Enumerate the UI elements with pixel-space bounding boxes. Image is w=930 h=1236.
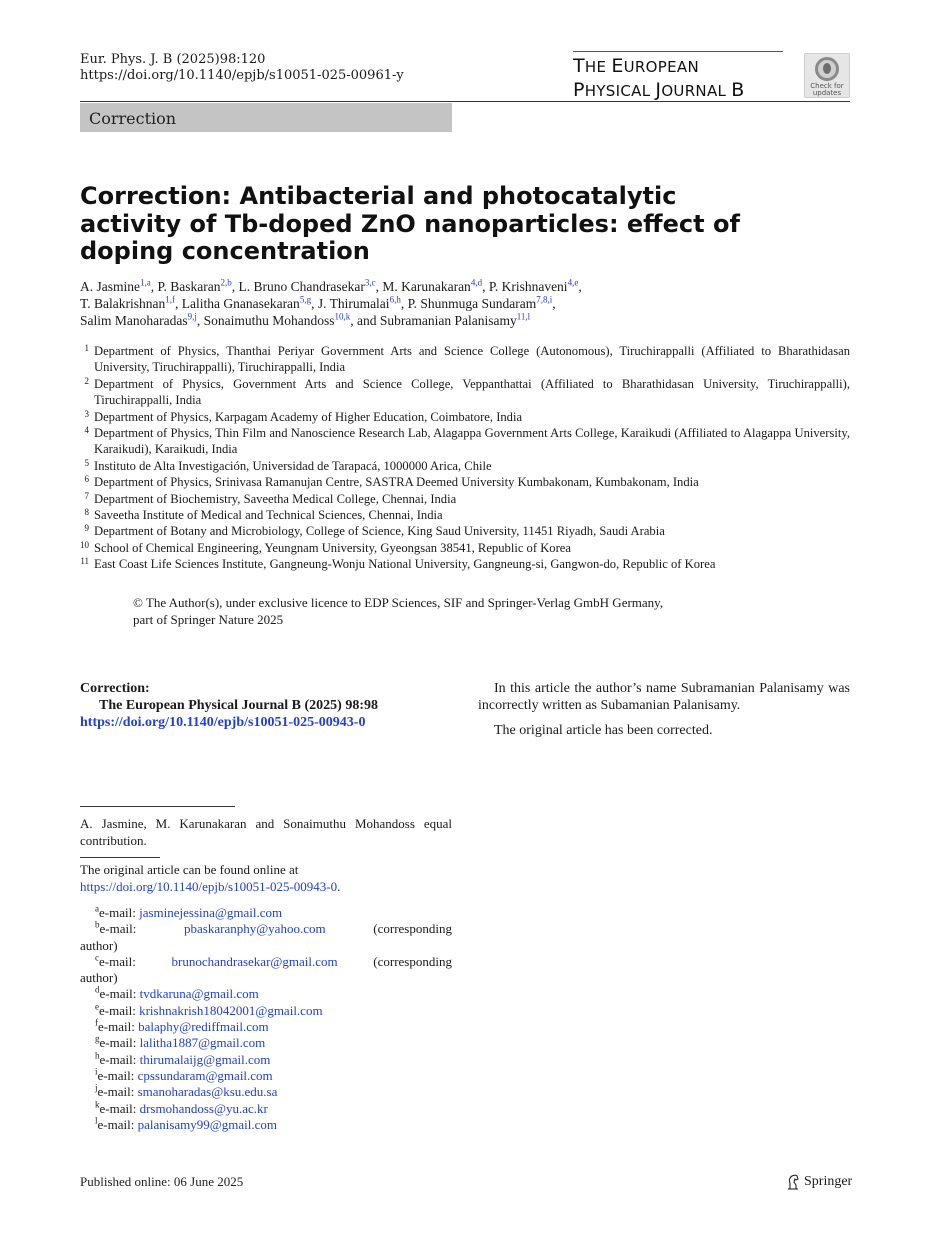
header-divider: [80, 101, 850, 102]
footnote-marker: k: [95, 1099, 100, 1110]
email-link[interactable]: smanoharadas@ksu.edu.sa: [137, 1084, 278, 1100]
email-footnote: $^d$e-mail: tvdkaruna@gmail.com: [95, 985, 259, 1002]
email-link[interactable]: drsmohandoss@yu.ac.kr: [139, 1100, 268, 1116]
affiliation-item: [74, 458, 850, 474]
author-name: J. Thirumalai: [317, 296, 390, 311]
section-label: Correction: [80, 103, 452, 132]
author-name: P. Baskaran: [157, 279, 221, 294]
affiliation-item: [74, 507, 850, 523]
email-footnote: $^h$e-mail: thirumalaijg@gmail.com: [95, 1050, 271, 1067]
footnote-marker: a: [95, 903, 99, 914]
author-affiliation-marker[interactable]: 3,c: [364, 277, 376, 288]
author: T. Balakrishnan$^{1,f}$,: [80, 294, 182, 311]
journal-reference: Eur. Phys. J. B (2025)98:120: [80, 52, 266, 67]
footnote-marker: f: [95, 1017, 98, 1028]
author-affiliation-marker[interactable]: 10,k: [334, 311, 351, 322]
author: Salim Manoharadas$^{9,j}$,: [80, 311, 204, 328]
author: and Subramanian Palanisamy$^{11,l}$: [357, 311, 531, 328]
email-footnote: $^b$e-mail: pbaskaranphy@yahoo.com (corresponding author): [80, 919, 452, 953]
body-paragraph: The original article has been corrected.: [494, 723, 713, 738]
affiliation-item: [74, 491, 850, 507]
affiliation-number: 11: [80, 556, 89, 567]
author: P. Baskaran$^{2,b}$,: [157, 277, 239, 294]
email-link[interactable]: cpssundaram@gmail.com: [137, 1067, 273, 1083]
affiliation-text: Department of Physics, Thin Film and Nanoscience Research Lab, Alagappa Government Arts College, Karaikudi (Affiliated to Alagappa University, Karaikudi), Karaikudi, India: [94, 426, 850, 457]
author: L. Bruno Chandrasekar$^{3,c}$,: [238, 277, 383, 294]
affiliation-number: 2: [84, 375, 89, 386]
affiliation-number: 9: [84, 523, 89, 534]
check-for-updates-label: Check for updates: [810, 82, 844, 97]
author-affiliation-marker[interactable]: 7,8,i: [536, 294, 553, 305]
email-footnote: $^a$e-mail: jasminejessina@gmail.com: [95, 903, 283, 920]
email-footnotes: [80, 905, 452, 1133]
email-footnote: $^j$e-mail: smanoharadas@ksu.edu.sa: [95, 1082, 278, 1100]
author-affiliation-marker[interactable]: 6,h: [389, 294, 401, 305]
corresponding-note: author): [80, 937, 118, 953]
affiliation-item: [74, 474, 850, 490]
article-header: [80, 52, 404, 84]
author-name: Salim Manoharadas: [80, 313, 188, 328]
corrected-article-link[interactable]: https://doi.org/10.1140/epjb/s10051-025-00943-0: [80, 715, 366, 730]
author: Lalitha Gnanasekaran$^{5,g}$,: [181, 294, 318, 311]
corresponding-note: (corresponding: [373, 953, 452, 969]
journal-name-rule: [573, 51, 783, 52]
footnote-divider: [80, 857, 160, 858]
correction-reference: [80, 680, 452, 731]
affiliation-number: 8: [84, 507, 89, 518]
footnote-marker: b: [95, 919, 100, 930]
affiliation-text: Department of Botany and Microbiology, College of Science, King Saud University, 11451 Riyadh, Saudi Arabia: [94, 524, 665, 539]
journal-name-logo: THE EUROPEAN PHYSICAL JOURNAL B: [573, 55, 745, 101]
author: J. Thirumalai$^{6,h}$,: [317, 294, 408, 311]
author-affiliation-marker[interactable]: 4,d: [470, 277, 483, 288]
footnote-marker: g: [95, 1034, 100, 1045]
author-name: T. Balakrishnan: [80, 296, 166, 311]
email-link[interactable]: palanisamy99@gmail.com: [137, 1116, 278, 1132]
author-name: Sonaimuthu Mohandoss: [203, 313, 335, 328]
affiliation-number: 3: [84, 408, 89, 419]
author: M. Karunakaran$^{4,d}$,: [382, 277, 489, 294]
author-affiliation-marker[interactable]: 1,f: [165, 294, 175, 305]
author-name: P. Krishnaveni: [488, 279, 568, 294]
footnote-marker: d: [95, 985, 100, 996]
affiliation-number: 5: [84, 457, 89, 468]
affiliation-item: [74, 343, 850, 376]
equal-contribution-note: A. Jasmine, M. Karunakaran and Sonaimuthu Mohandoss equal contribution.: [80, 816, 452, 848]
article-title: Correction: Antibacterial and photocatalytic activity of Tb-doped ZnO nanoparticles: effect of doping concentration: [80, 182, 740, 265]
author-name: L. Bruno Chandrasekar: [238, 279, 365, 294]
published-date: Published online: 06 June 2025: [80, 1174, 244, 1189]
body-paragraph: In this article the author’s name Subramanian Palanisamy was incorrectly written as Subamanian Palanisamy.: [478, 681, 850, 713]
email-footnote: $^e$e-mail: krishnakrish18042001@gmail.com: [95, 1001, 323, 1018]
email-link[interactable]: thirumalaijg@gmail.com: [139, 1051, 271, 1067]
affiliation-item: [74, 376, 850, 409]
author-name: Subramanian Palanisamy: [379, 313, 517, 328]
footnote-marker: h: [95, 1050, 100, 1061]
email-link[interactable]: brunochandrasekar@gmail.com: [171, 953, 338, 969]
footnote-marker: e: [95, 1001, 99, 1012]
copyright-notice: © The Author(s), under exclusive licence to EDP Sciences, SIF and Springer-Verlag GmbH Germany, part of Springer Nature 2025: [133, 595, 664, 627]
author-affiliation-marker[interactable]: 5,g: [299, 294, 312, 305]
footnote-marker: l: [95, 1115, 98, 1126]
affiliation-number: 4: [84, 425, 89, 436]
springer-horse-icon: [786, 1174, 800, 1190]
affiliation-number: 1: [84, 343, 89, 353]
email-footnote: $^f$e-mail: balaphy@rediffmail.com: [95, 1017, 269, 1035]
author-affiliation-marker[interactable]: 2,b: [220, 277, 232, 288]
affiliation-number: 6: [84, 474, 89, 485]
affiliation-text: Department of Biochemistry, Saveetha Medical College, Chennai, India: [94, 491, 457, 506]
email-footnote: $^i$e-mail: cpssundaram@gmail.com: [95, 1066, 273, 1083]
original-article-note: The original article can be found online at https://doi.org/10.1140/epjb/s10051-025-00943-0.: [80, 862, 341, 894]
author: P. Shunmuga Sundaram$^{7,8,i}$,: [407, 294, 556, 311]
author-list: [80, 278, 860, 329]
affiliation-text: Department of Physics, Thanthai Periyar Government Arts and Science College (Autonomous), Tiruchirappalli (Affiliated to Bharathidasan University, Tiruchirappalli), Tiruchirappalli, India: [94, 344, 850, 375]
email-footnote: $^l$e-mail: palanisamy99@gmail.com: [95, 1115, 278, 1132]
original-article-link[interactable]: https://doi.org/10.1140/epjb/s10051-025-00943-0: [80, 878, 338, 894]
email-link[interactable]: lalitha1887@gmail.com: [139, 1035, 266, 1051]
footnote-marker: j: [95, 1082, 98, 1093]
affiliation-item: [74, 556, 850, 572]
author-affiliation-marker[interactable]: 4,e: [567, 277, 579, 288]
correction-label: Correction:: [80, 681, 150, 696]
affiliation-item: [74, 523, 850, 539]
check-for-updates-button[interactable]: [804, 53, 850, 98]
affiliation-list: [74, 343, 850, 573]
author: P. Krishnaveni$^{4,e}$,: [488, 277, 582, 294]
corresponding-note: (corresponding: [373, 921, 452, 937]
author-affiliation-marker[interactable]: 1,a: [140, 277, 151, 288]
email-footnote: $^g$e-mail: lalitha1887@gmail.com: [95, 1034, 266, 1051]
author-name: P. Shunmuga Sundaram: [407, 296, 537, 311]
footnote-marker: i: [95, 1066, 98, 1077]
footnote-marker: c: [95, 952, 99, 963]
affiliation-text: Department of Physics, Srinivasa Ramanujan Centre, SASTRA Deemed University Kumbakonam, Kumbakonam, India: [94, 475, 699, 490]
author-affiliation-marker[interactable]: 11,l: [516, 311, 531, 322]
email-footnote: $^c$e-mail: brunochandrasekar@gmail.com (corresponding author): [80, 952, 452, 986]
corrected-journal-reference: The European Physical Journal B (2025) 98:98: [99, 698, 378, 713]
affiliation-text: Department of Physics, Government Arts and Science College, Veppanthattai (Affiliated to Bharathidasan University, Tiruchirappalli), Tiruchirappalli, India: [94, 376, 850, 408]
affiliation-text: Department of Physics, Karpagam Academy of Higher Education, Coimbatore, India: [94, 409, 523, 424]
affiliation-text: Instituto de Alta Investigación, Universidad de Tarapacá, 1000000 Arica, Chile: [94, 458, 492, 473]
email-link[interactable]: pbaskaranphy@yahoo.com: [184, 921, 326, 937]
affiliation-text: School of Chemical Engineering, Yeungnam University, Gyeongsan 38541, Republic of Korea: [94, 540, 571, 555]
article-doi[interactable]: https://doi.org/10.1140/epjb/s10051-025-00961-y: [80, 68, 404, 83]
email-link[interactable]: jasminejessina@gmail.com: [139, 905, 283, 920]
author: Sonaimuthu Mohandoss$^{10,k}$,: [203, 311, 358, 328]
affiliation-text: East Coast Life Sciences Institute, Gangneung-Wonju National University, Gangneung-si, Gangwon-do, Republic of Korea: [94, 557, 716, 572]
affiliation-item: [74, 409, 850, 425]
author-affiliation-marker[interactable]: 9,j: [187, 311, 197, 322]
check-for-updates-icon: [815, 57, 839, 81]
publisher-logo: Springer: [786, 1173, 852, 1190]
affiliation-number: 7: [84, 490, 89, 501]
author-name: Lalitha Gnanasekaran: [181, 296, 300, 311]
email-link[interactable]: balaphy@rediffmail.com: [138, 1019, 269, 1035]
author: A. Jasmine$^{1,a}$,: [80, 277, 158, 294]
affiliation-item: [74, 425, 850, 458]
article-body: [478, 680, 850, 739]
author-name: M. Karunakaran: [382, 279, 471, 294]
email-link[interactable]: krishnakrish18042001@gmail.com: [139, 1002, 323, 1018]
affiliation-number: 10: [80, 539, 89, 550]
author-name: A. Jasmine: [80, 279, 140, 294]
email-footnote: $^k$e-mail: drsmohandoss@yu.ac.kr: [95, 1099, 268, 1116]
corresponding-note: author): [80, 970, 118, 986]
footnote-divider: [80, 806, 235, 807]
email-link[interactable]: tvdkaruna@gmail.com: [139, 986, 259, 1002]
affiliation-item: [74, 540, 850, 556]
affiliation-text: Saveetha Institute of Medical and Technical Sciences, Chennai, India: [94, 508, 443, 523]
